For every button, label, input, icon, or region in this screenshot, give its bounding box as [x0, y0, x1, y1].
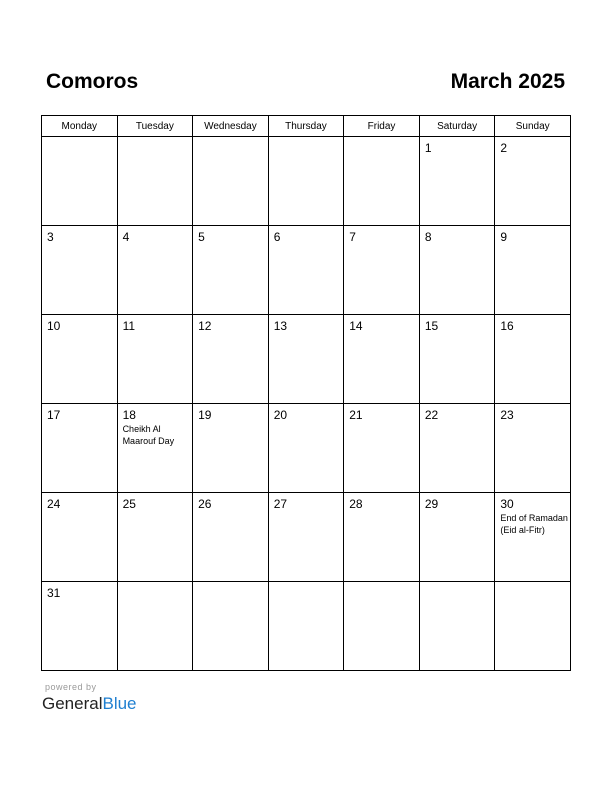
day-number: 30 — [500, 497, 514, 511]
country-title: Comoros — [46, 70, 139, 93]
day-cell — [495, 137, 571, 226]
day-number — [269, 582, 344, 586]
day-number: 5 — [198, 230, 205, 244]
week-row — [42, 226, 571, 315]
day-cell — [419, 404, 495, 493]
day-cell — [495, 226, 571, 315]
day-cell — [268, 315, 344, 404]
day-cell — [117, 582, 193, 671]
day-cell — [193, 137, 269, 226]
day-cell — [42, 493, 118, 582]
day-cell — [193, 404, 269, 493]
day-number — [269, 137, 344, 141]
week-row — [42, 137, 571, 226]
day-cell — [344, 582, 420, 671]
day-cell — [193, 315, 269, 404]
day-cell — [117, 493, 193, 582]
weekday-header: Thursday — [268, 116, 344, 137]
day-cell — [419, 315, 495, 404]
day-cell — [193, 226, 269, 315]
day-number — [344, 582, 419, 586]
month-title: March 2025 — [450, 70, 565, 93]
day-number: 17 — [47, 408, 61, 422]
weekday-header-row — [42, 116, 571, 137]
day-number: 12 — [198, 319, 212, 333]
day-cell — [495, 582, 571, 671]
week-row — [42, 315, 571, 404]
weekday-header: Monday — [42, 116, 118, 137]
day-cell — [268, 137, 344, 226]
powered-by-label: powered by — [45, 682, 97, 692]
day-number: 21 — [349, 408, 363, 422]
holiday-label: End of Ramadan (Eid al-Fitr) — [500, 513, 568, 535]
day-number: 10 — [47, 319, 61, 333]
day-number — [193, 137, 268, 141]
day-cell — [42, 582, 118, 671]
day-cell — [344, 404, 420, 493]
weekday-header: Wednesday — [193, 116, 269, 137]
day-number: 11 — [122, 319, 136, 333]
calendar-grid — [41, 115, 571, 671]
weekday-header: Friday — [344, 116, 420, 137]
day-cell — [193, 493, 269, 582]
day-number: 26 — [198, 497, 212, 511]
day-number: 8 — [424, 230, 432, 244]
week-row — [42, 582, 571, 671]
day-number — [118, 137, 193, 141]
day-number: 1 — [424, 141, 432, 155]
day-cell — [419, 137, 495, 226]
day-cell — [419, 582, 495, 671]
day-number — [42, 137, 117, 141]
day-number — [344, 137, 419, 141]
day-cell — [495, 493, 571, 582]
day-cell — [268, 226, 344, 315]
day-cell — [268, 404, 344, 493]
day-number: 31 — [47, 586, 61, 600]
day-number: 3 — [47, 230, 54, 244]
brand-blue-text: Blue — [102, 694, 137, 713]
generalblue-logo[interactable] — [42, 694, 137, 714]
day-number: 23 — [500, 408, 514, 422]
day-cell — [495, 404, 571, 493]
weekday-header: Saturday — [419, 116, 495, 137]
day-number: 7 — [349, 230, 356, 244]
day-cell — [268, 582, 344, 671]
day-number: 27 — [273, 497, 288, 511]
day-cell — [495, 315, 571, 404]
day-number: 18 — [122, 408, 136, 422]
day-cell — [344, 493, 420, 582]
day-number — [118, 582, 193, 586]
day-number: 13 — [273, 319, 288, 333]
day-cell — [42, 137, 118, 226]
day-cell — [193, 582, 269, 671]
weekday-header: Tuesday — [117, 116, 193, 137]
day-number: 28 — [349, 497, 363, 511]
day-cell — [268, 493, 344, 582]
day-number: 20 — [273, 408, 288, 422]
day-cell — [42, 226, 118, 315]
brand-general-text: General — [42, 694, 103, 713]
day-number — [420, 582, 495, 586]
day-cell — [344, 315, 420, 404]
week-row — [42, 404, 571, 493]
day-number: 16 — [500, 319, 514, 333]
day-number: 22 — [424, 408, 439, 422]
day-cell — [419, 226, 495, 315]
day-cell — [344, 137, 420, 226]
day-cell — [117, 226, 193, 315]
day-number — [495, 582, 570, 586]
day-number: 29 — [424, 497, 439, 511]
day-number: 15 — [424, 319, 439, 333]
day-number: 14 — [349, 319, 363, 333]
day-cell — [117, 137, 193, 226]
day-number: 19 — [198, 408, 212, 422]
day-number — [193, 582, 268, 586]
week-row — [42, 493, 571, 582]
day-number: 4 — [122, 230, 130, 244]
day-number: 6 — [273, 230, 281, 244]
day-number: 24 — [47, 497, 61, 511]
day-number: 2 — [500, 141, 508, 155]
day-cell — [42, 404, 118, 493]
weekday-header: Sunday — [495, 116, 571, 137]
day-cell — [117, 315, 193, 404]
day-number: 25 — [122, 497, 136, 511]
holiday-label: Cheikh Al Maarouf Day — [122, 424, 175, 446]
day-cell — [42, 315, 118, 404]
day-cell — [344, 226, 420, 315]
day-number: 9 — [500, 230, 508, 244]
day-cell — [419, 493, 495, 582]
day-cell — [117, 404, 193, 493]
